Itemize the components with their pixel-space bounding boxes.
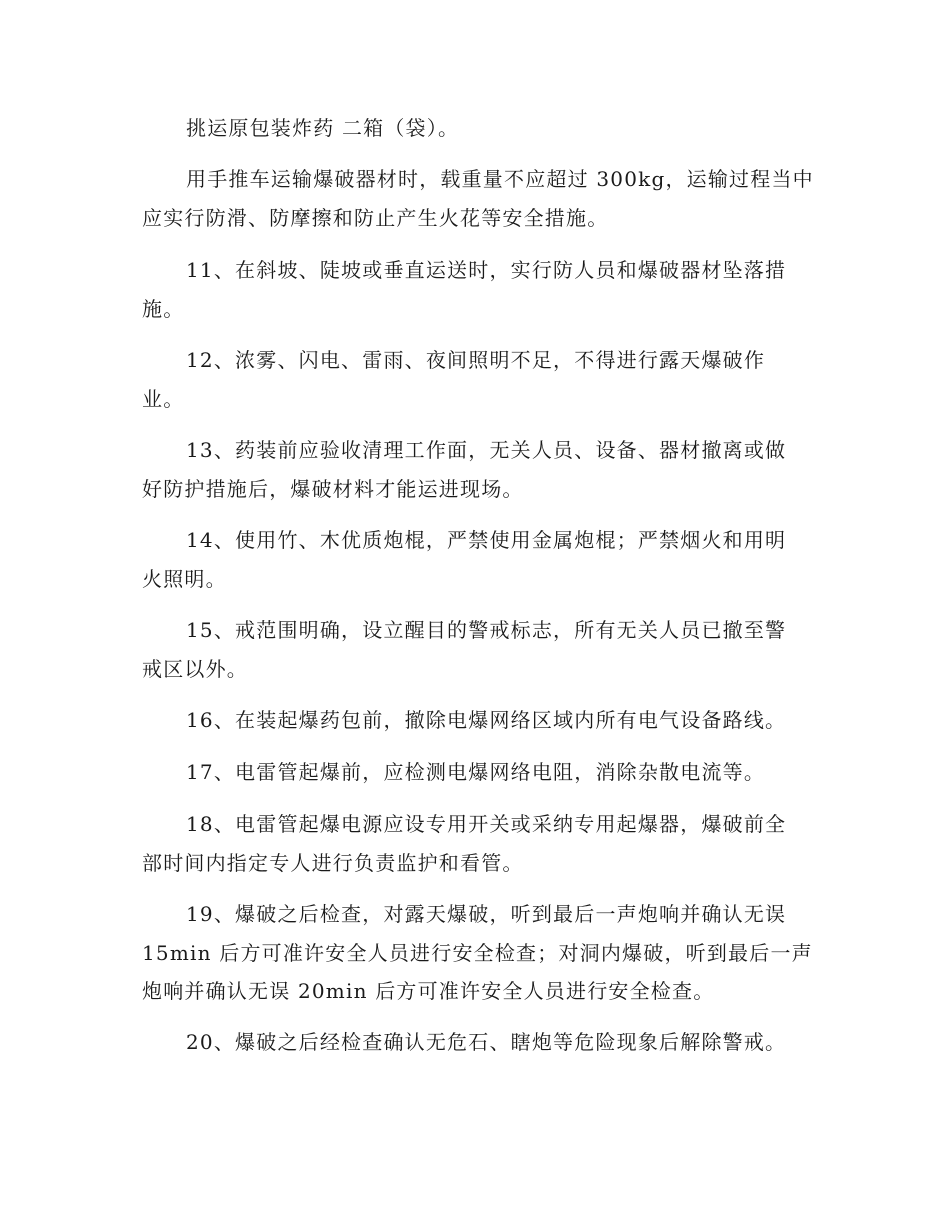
- text-line: 应实行防滑、防摩擦和防止产生火花等安全措施。: [142, 206, 609, 230]
- text-line: 挑运原包装炸药 二箱（袋）。: [186, 116, 460, 140]
- text-line: 炮响并确认无误 20min 后方可准许安全人员进行安全检查。: [142, 979, 715, 1003]
- text-line: 19、爆破之后检查，对露天爆破，听到最后一声炮响并确认无误: [186, 902, 787, 926]
- text-line: 11、在斜坡、陡坡或垂直运送时，实行防人员和爆破器材坠落措: [186, 258, 787, 282]
- text-line: 施。: [142, 297, 185, 321]
- text-line: 部时间内指定专人进行负责监护和看管。: [142, 851, 524, 875]
- text-line: 16、在装起爆药包前，撤除电爆网络区域内所有电气设备路线。: [186, 708, 787, 732]
- text-line: 业。: [142, 387, 185, 411]
- text-line: 火照明。: [142, 567, 227, 591]
- text-line: 用手推车运输爆破器材时，载重量不应超过 300kg，运输过程当中: [186, 167, 814, 191]
- text-line: 好防护措施后，爆破材料才能运进现场。: [142, 477, 524, 501]
- text-line: 15min 后方可准许安全人员进行安全检查；对洞内爆破，听到最后一声: [142, 941, 813, 965]
- text-line: 14、使用竹、木优质炮棍，严禁使用金属炮棍；严禁烟火和用明: [186, 528, 787, 552]
- text-line: 戒区以外。: [142, 657, 248, 681]
- text-line: 13、药装前应验收清理工作面，无关人员、设备、器材撤离或做: [186, 438, 787, 462]
- text-line: 18、电雷管起爆电源应设专用开关或采纳专用起爆器，爆破前全: [186, 812, 787, 836]
- text-line: 20、爆破之后经检查确认无危石、瞎炮等危险现象后解除警戒。: [186, 1030, 787, 1054]
- text-line: 12、浓雾、闪电、雷雨、夜间照明不足，不得进行露天爆破作: [186, 348, 766, 372]
- text-line: 15、戒范围明确，设立醒目的警戒标志，所有无关人员已撤至警: [186, 618, 787, 642]
- text-line: 17、电雷管起爆前，应检测电爆网络电阻，消除杂散电流等。: [186, 760, 766, 784]
